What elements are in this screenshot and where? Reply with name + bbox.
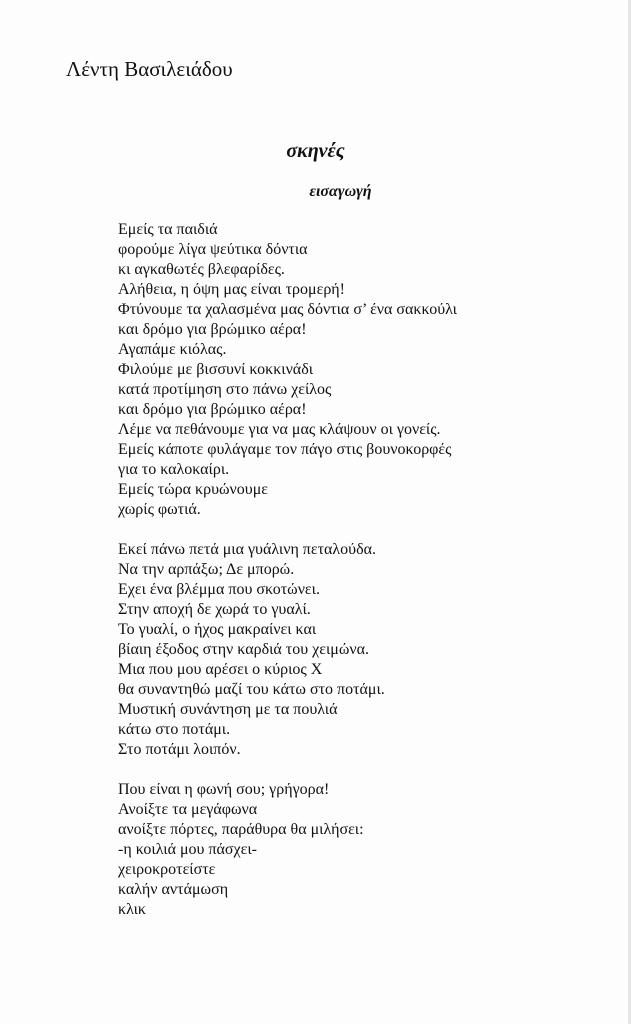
poem-line: και δρόμο για βρώμικο αέρα! xyxy=(118,321,307,338)
poem-line: και δρόμο για βρώμικο αέρα! xyxy=(118,401,307,418)
poem-line: Ανοίξτε τα μεγάφωνα xyxy=(118,801,258,818)
poem-line: Αγαπάμε κιόλας. xyxy=(118,341,227,358)
poem-line: κάτω στο ποτάμι. xyxy=(118,721,231,738)
poem-line: Εμείς τα παιδιά xyxy=(118,221,218,238)
poem-line: καλήν αντάμωση xyxy=(118,881,229,898)
stanza-1 xyxy=(118,220,598,520)
poem-line: Να την αρπάξω; Δε μπορώ. xyxy=(118,561,295,578)
poem-line: βίαιη έξοδος στην καρδιά του χειμώνα. xyxy=(118,641,370,658)
poem-line: Μυστική συνάντηση με τα πουλιά xyxy=(118,701,338,718)
poem-line: κλικ xyxy=(118,901,146,918)
stanza-3 xyxy=(118,780,598,920)
poem-line: ανοίξτε πόρτες, παράθυρα θα μιλήσει: xyxy=(118,821,364,838)
poem-line: Στην αποχή δε χωρά το γυαλί. xyxy=(118,601,311,618)
poem-line: Λέμε να πεθάνουμε για να μας κλάψουν οι γονείς. xyxy=(118,421,441,438)
poem-line: θα συναντηθώ μαζί του κάτω στο ποτάμι. xyxy=(118,681,385,698)
poem-line: Εχει ένα βλέμμα που σκοτώνει. xyxy=(118,581,320,598)
poem-line: Μια που μου αρέσει ο κύριος Χ xyxy=(118,661,323,678)
poem-line: χωρίς φωτιά. xyxy=(118,501,201,518)
poem-line: Εμείς κάποτε φυλάγαμε τον πάγο στις βουνοκορφές xyxy=(118,441,452,458)
stanza-2 xyxy=(118,540,598,760)
poem-title: σκηνές xyxy=(286,140,345,162)
poem-line: Εκεί πάνω πετά μια γυάλινη πεταλούδα. xyxy=(118,541,377,558)
poem-line: φορούμε λίγα ψεύτικα δόντια xyxy=(118,241,308,258)
poem-line: κατά προτίμηση στο πάνω χείλος xyxy=(118,381,332,398)
poem-line: για το καλοκαίρι. xyxy=(118,461,230,478)
poem-line: Στο ποτάμι λοιπόν. xyxy=(118,741,241,758)
poem-line: Φτύνουμε τα χαλασμένα μας δόντια σ’ ένα σακκούλι xyxy=(118,301,457,318)
poem-subtitle: εισαγωγή xyxy=(309,183,372,200)
author-name: Λέντη Βασιλειάδου xyxy=(66,57,233,81)
poem-line: κι αγκαθωτές βλεφαρίδες. xyxy=(118,261,285,278)
poem-line: -η κοιλιά μου πάσχει- xyxy=(118,841,257,858)
poem-line: Εμείς τώρα κρυώνουμε xyxy=(118,481,268,498)
poem-line: Που είναι η φωνή σου; γρήγορα! xyxy=(118,781,330,798)
poem-body xyxy=(118,220,598,940)
poem-line: Αλήθεια, η όψη μας είναι τρομερή! xyxy=(118,281,345,298)
poem-line: Το γυαλί, ο ήχος μακραίνει και xyxy=(118,621,317,638)
poem-line: χειροκροτείστε xyxy=(118,861,216,878)
poem-line: Φιλούμε με βισσυνί κοκκινάδι xyxy=(118,361,314,378)
